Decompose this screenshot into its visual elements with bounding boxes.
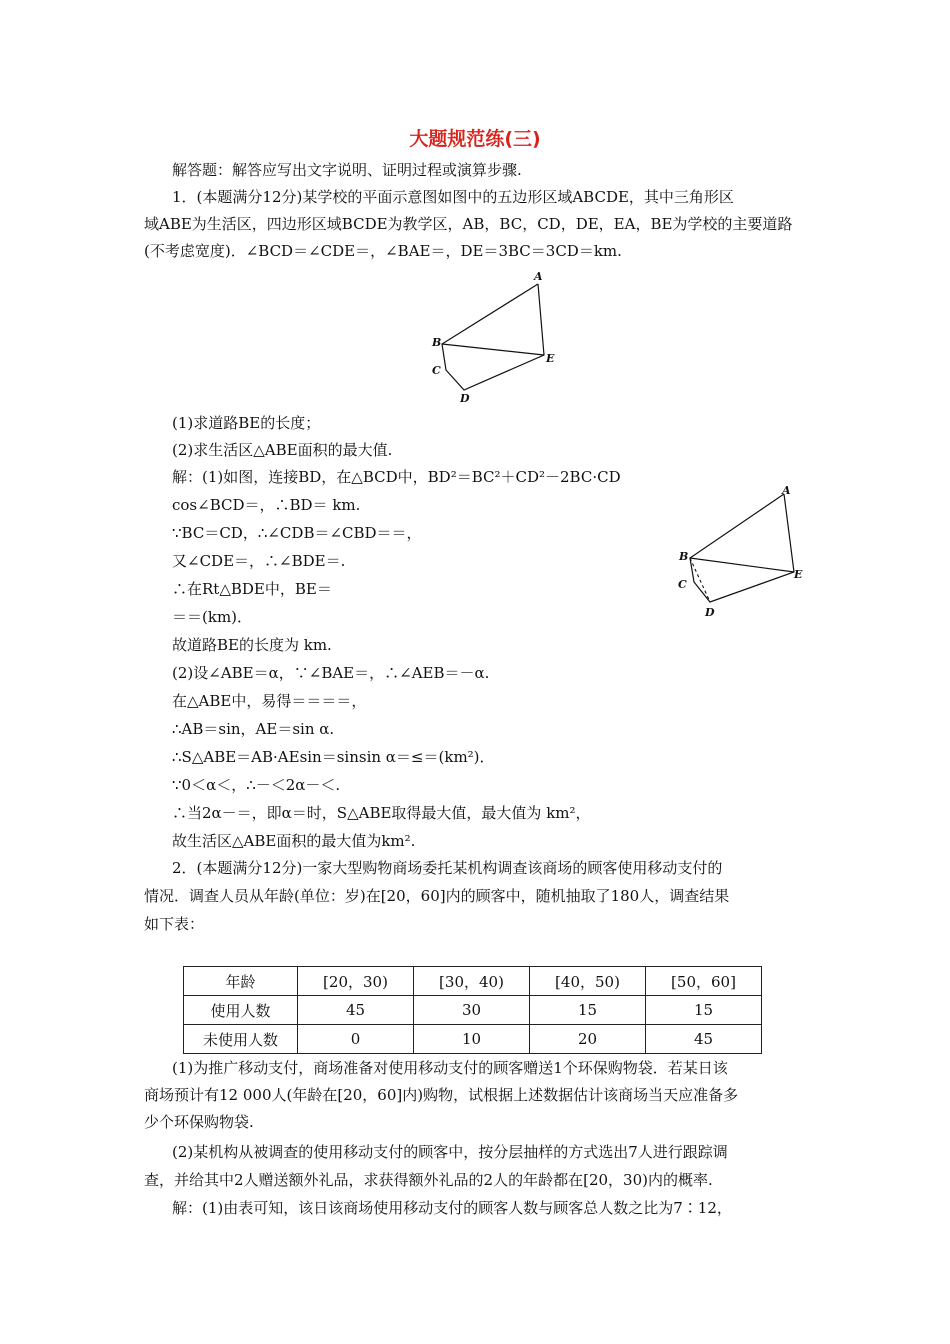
text-line: (2)某机构从被调查的使用移动支付的顾客中，按分层抽样的方式选出7人进行跟踪调 <box>172 1143 728 1161</box>
text-line: ∴S△ABE＝AB·AEsin＝sinsin α＝≤＝(km²)． <box>172 748 495 766</box>
table-cell: 30 <box>414 996 530 1025</box>
label-B: B <box>432 336 442 349</box>
label-D: D <box>705 606 715 619</box>
label-E: E <box>794 568 803 581</box>
pentagon-figure-1 <box>420 268 560 410</box>
table-cell: [30，40) <box>414 967 530 996</box>
text-line: 故生活区△ABE面积的最大值为km². <box>172 832 416 850</box>
table-cell: [50，60] <box>646 967 762 996</box>
text-line: ∵0＜α＜，∴－＜2α－＜. <box>172 776 341 794</box>
label-C: C <box>678 578 687 591</box>
survey-table <box>183 966 762 1054</box>
table-row <box>184 996 762 1025</box>
label-A: A <box>782 484 791 497</box>
table-cell: 15 <box>530 996 646 1025</box>
table-cell: 年龄 <box>184 967 298 996</box>
label-C: C <box>432 364 441 377</box>
label-A: A <box>534 270 543 283</box>
text-line: ＝＝(km)． <box>172 608 253 626</box>
text-line: ∴AB＝sin，AE＝sin α. <box>172 720 335 738</box>
text-line: 查，并给其中2人赠送额外礼品，求获得额外礼品的2人的年龄都在[20，30)内的概率. <box>144 1171 713 1189</box>
text-line: 解：(1)如图，连接BD，在△BCD中，BD²＝BC²＋CD²－2BC·CD <box>172 468 621 486</box>
table-cell: 45 <box>646 1025 762 1054</box>
text-line: 商场预计有12 000人(年龄在[20，60]内)购物，试根据上述数据估计该商场当天应准备多 <box>144 1086 739 1104</box>
table-cell: 0 <box>298 1025 414 1054</box>
label-B: B <box>679 550 689 563</box>
text-line: cos∠BCD＝，∴BD＝ km. <box>172 496 361 514</box>
text-line: (2)设∠ABE＝α，∵∠BAE＝，∴∠AEB＝－α. <box>172 664 490 682</box>
table-cell: 20 <box>530 1025 646 1054</box>
text-line: 2．(本题满分12分)一家大型购物商场委托某机构调查该商场的顾客使用移动支付的 <box>172 859 723 877</box>
text-line: (1)为推广移动支付，商场准备对使用移动支付的顾客赠送1个环保购物袋．若某日该 <box>172 1059 728 1077</box>
text-line: 1．(本题满分12分)某学校的平面示意图如图中的五边形区域ABCDE，其中三角形区 <box>172 188 734 206</box>
text-line: 情况．调查人员从年龄(单位：岁)在[20，60]内的顾客中，随机抽取了180人，调查结果 <box>144 887 730 905</box>
table-cell: 10 <box>414 1025 530 1054</box>
table-cell: [20，30) <box>298 967 414 996</box>
text-line: (2)求生活区△ABE面积的最大值. <box>172 441 393 459</box>
text-line: 域ABE为生活区，四边形区域BCDE为教学区，AB，BC，CD，DE，EA，BE为学校的主要道路 <box>144 215 793 233</box>
table-cell: 15 <box>646 996 762 1025</box>
table-row <box>184 1025 762 1054</box>
label-E: E <box>546 352 555 365</box>
text-line: ∴在Rt△BDE中，BE＝ <box>172 580 332 598</box>
text-line: 少个环保购物袋. <box>144 1113 254 1131</box>
table-cell: 使用人数 <box>184 996 298 1025</box>
label-D: D <box>460 392 470 405</box>
pentagon-figure-2 <box>672 482 812 622</box>
table-cell: [40，50) <box>530 967 646 996</box>
text-line: 在△ABE中，易得＝＝＝＝， <box>172 692 367 710</box>
table-cell: 45 <box>298 996 414 1025</box>
text-line: ∴当2α－＝，即α＝时，S△ABE取得最大值，最大值为 km²， <box>172 804 591 822</box>
text-line: 如下表： <box>144 915 205 933</box>
table-cell: 未使用人数 <box>184 1025 298 1054</box>
text-line: ∵BC＝CD，∴∠CDB＝∠CBD＝＝， <box>172 524 422 542</box>
text-line: 解答题：解答应写出文字说明、证明过程或演算步骤. <box>172 161 522 179</box>
text-line: (1)求道路BE的长度； <box>172 414 321 432</box>
text-line: 故道路BE的长度为 km. <box>172 636 332 654</box>
page-title: 大题规范练(三) <box>409 128 541 150</box>
text-line: 解：(1)由表可知，该日该商场使用移动支付的顾客人数与顾客总人数之比为7∶12， <box>172 1199 732 1217</box>
table-row <box>184 967 762 996</box>
text-line: 又∠CDE＝，∴∠BDE＝. <box>172 552 346 570</box>
text-line: (不考虑宽度)．∠BCD＝∠CDE＝，∠BAE＝，DE＝3BC＝3CD＝km. <box>144 242 622 260</box>
